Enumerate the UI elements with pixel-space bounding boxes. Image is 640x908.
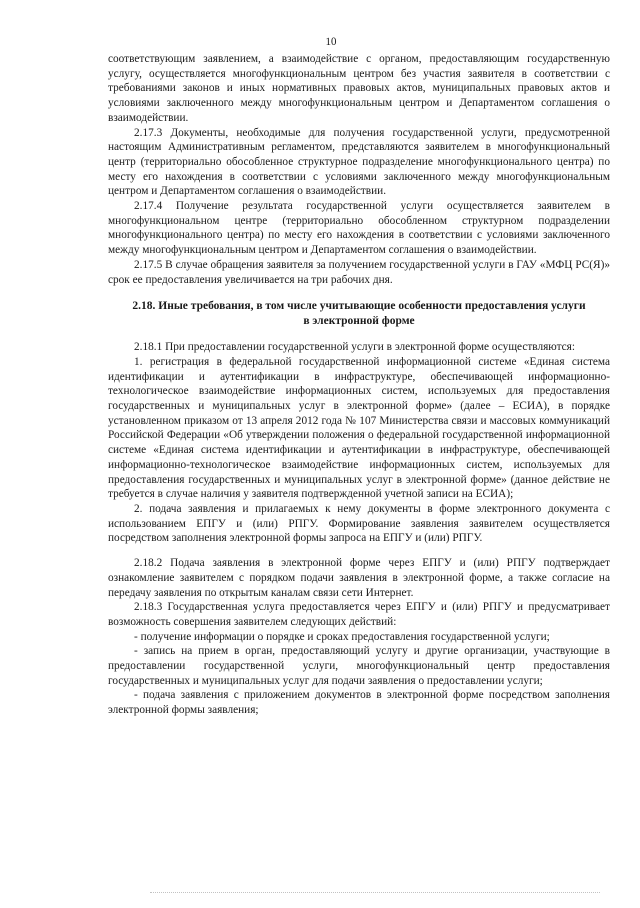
- document-body: [108, 52, 610, 718]
- bullet-item: - подача заявления с приложением документов в электронной форме посредством заполнения электронной формы заявления;: [108, 689, 610, 717]
- paragraph-continuation: соответствующим заявлением, а взаимодействие с органом, предоставляющим государственную услугу, осуществляется многофункциональным центром без участия заявителя в соответствии с требованиями законов и иных нормативных правовых актов, муниципальных правовых актов и условиями заключенного между многофункциональным центром и Департаментом соглашения о взаимодействии.: [108, 53, 610, 124]
- list-item-2: 2. подача заявления и прилагаемых к нему документы в форме электронного документа с использованием ЕПГУ и (или) РПГУ. Формирование заявления заявителем осуществляется посредством заполнения электронной формы запроса на ЕПГУ и (или) РПГУ.: [108, 502, 610, 545]
- list-item-1: 1. регистрация в федеральной государственной информационной системе «Единая система идентификации и аутентификации в инфраструктуре, обеспечивающей информационно-технологическое взаимодействие информационных систем, используемых для предоставления государственных и муниципальных услуг в электронной форме» (далее – ЕСИА), в порядке установленном приказом от 13 апреля 2012 года № 107 Министерства связи и массовых коммуникаций Российской Федерации «Об утверждении положения о федеральной государственной информационной системе «Единая система идентификации и аутентификации в инфраструктуре, обеспечивающей информационно-технологическое взаимодействие информационных систем, используемых для предоставления государственных и муниципальных услуг в электронной форме» (данное действие не требуется в случае наличия у заявителя подтвержденной учетной записи на ЕСИА);: [108, 355, 610, 501]
- paragraph-2-18-1: 2.18.1 При предоставлении государственной услуги в электронной форме осуществляются:: [134, 341, 575, 354]
- paragraph-2-18-3: 2.18.3 Государственная услуга предоставляется через ЕПГУ и (или) РПГУ и предусматривает возможность совершения заявителем следующих действий:: [108, 601, 610, 628]
- paragraph-2-17-4: 2.17.4 Получение результата государственной услуги осуществляется заявителем в многофункциональном центре (территориально обособленном структурном подразделении многофункционального центра) по месту его нахождения в соответствии с условиями заключенного между многофункциональным центром и Департаментом соглашения о взаимодействии.: [108, 200, 610, 257]
- section-heading-2-18: 2.18. Иные требования, в том числе учитывающие особенности предоставления услуги в электронной форме: [132, 300, 586, 327]
- paragraph-2-18-2: 2.18.2 Подача заявления в электронной форме через ЕПГУ и (или) РПГУ подтверждает ознакомление заявителем с порядком подачи заявления в электронной форме, а также согласие на передачу заявления по открытым каналам связи сети Интернет.: [108, 557, 610, 599]
- page-number: 10: [325, 35, 337, 48]
- paragraph-2-17-5: 2.17.5 В случае обращения заявителя за получением государственной услуги в ГАУ «МФЦ РС(Я)» срок ее предоставления увеличивается на три рабочих дня.: [108, 258, 610, 286]
- bullet-item: - запись на прием в орган, предоставляющий услугу и другие организации, участвующие в предоставлении государственной услуги, многофункциональный центр предоставления государственных и муниципальных услуг для подачи заявления о предоставлении услуги;: [108, 645, 610, 687]
- bullet-item: - получение информации о порядке и сроках предоставления государственной услуги;: [134, 630, 550, 643]
- paragraph-2-17-3: 2.17.3 Документы, необходимые для получения государственной услуги, предусмотренной настоящим Административным регламентом, представляются заявителем в многофункциональный центр (территориально обособленное структурное подразделение многофункционального центра) по месту его нахождения в соответствии с условиями заключенного между многофункциональным центром и Департаментом соглашения о взаимодействии.: [108, 126, 610, 198]
- scan-artifact: [150, 892, 600, 896]
